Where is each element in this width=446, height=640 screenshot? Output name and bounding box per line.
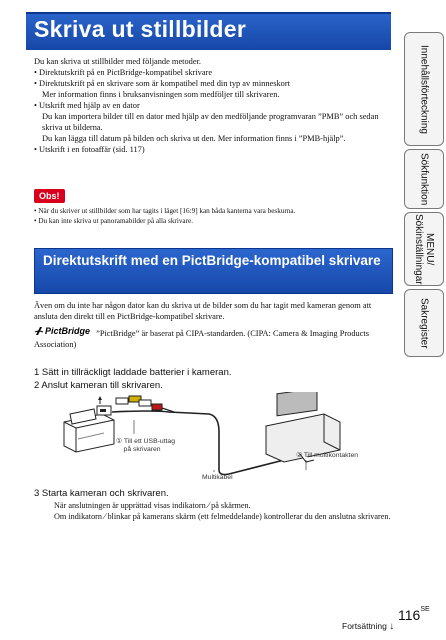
intro-block bbox=[34, 56, 394, 155]
title-bar bbox=[26, 12, 391, 50]
note-1: • När du skriver ut stillbilder som har tagits i läget [16:9] kan båda kanterna vara beskurna. bbox=[34, 207, 296, 215]
continuation-link[interactable] bbox=[342, 621, 394, 632]
step-3: 3 Starta kameran och skrivaren. bbox=[34, 488, 169, 499]
page-number bbox=[398, 607, 430, 623]
tab-menu-settings[interactable] bbox=[404, 212, 444, 286]
tab-contents[interactable] bbox=[404, 32, 444, 146]
tab-contents-label: Innehållsförteckning bbox=[418, 44, 430, 134]
section-paragraph: Även om du inte har någon dator kan du skriva ut de bilder som du har tagit med kameran genom att ansluta den direkt till en PictBridge-kompatibel skrivare. bbox=[34, 301, 372, 321]
pictbridge-blink-icon: ⁄ bbox=[104, 512, 106, 521]
continuation-label: Fortsättning bbox=[342, 621, 387, 631]
bullet-3-detail-1: Du kan importera bilder till en dator med hjälp av den medföljande programvaran ”PMB” och sedan skriva ut bilderna. bbox=[42, 112, 379, 132]
label-usb-port: ① Till ett USB-uttag på skrivaren bbox=[116, 438, 175, 453]
tab-menu-settings-label: MENU/ Sökinställningar bbox=[413, 213, 435, 285]
intro-text: Du kan skriva ut stillbilder med följande metoder. bbox=[34, 57, 201, 66]
pictbridge-logo-text: PictBridge bbox=[45, 326, 91, 336]
tab-index-label: Sakregister bbox=[418, 297, 430, 349]
av-plugs bbox=[116, 396, 162, 410]
pictbridge-icon bbox=[34, 326, 44, 336]
note-2: • Du kan inte skriva ut panoramabilder på alla skrivare. bbox=[34, 217, 193, 225]
bullet-1: • Direktutskrift på en PictBridge-kompatibel skrivare bbox=[34, 68, 213, 77]
bullet-3-detail-2: Du kan lägga till datum på bilden och skriva ut den. Mer information finns i ”PMB-hjälp”. bbox=[42, 134, 346, 143]
obs-badge: Obs! bbox=[34, 189, 65, 203]
usb-plug bbox=[97, 396, 111, 415]
step-3-text-a: När anslutningen är upprättad visas indikatorn bbox=[54, 501, 206, 510]
step-3-line-2 bbox=[54, 511, 394, 522]
diagram-art bbox=[34, 392, 394, 482]
bullet-2-detail: Mer information finns i bruksanvisningen som medföljer till skrivaren. bbox=[42, 90, 280, 99]
page-title: Skriva ut stillbilder bbox=[34, 16, 247, 42]
side-tabs bbox=[404, 0, 446, 640]
step-1: 1 Sätt in tillräckligt laddade batterier i kameran. bbox=[34, 367, 232, 378]
notes-block bbox=[34, 206, 394, 226]
bullet-2: • Direktutskrift på en skrivare som är kompatibel med din typ av minneskort bbox=[34, 79, 290, 88]
page-suffix: SE bbox=[420, 606, 430, 613]
connection-diagram bbox=[34, 392, 394, 482]
pictbridge-note-block bbox=[34, 326, 394, 350]
pictbridge-indicator-icon: ⁄ bbox=[207, 501, 210, 510]
pictbridge-note: ”PictBridge” är baserat på CIPA-standarden. (CIPA: Camera & Imaging Products Association) bbox=[34, 329, 370, 349]
tab-search-label: Sökfunktion bbox=[418, 152, 430, 206]
pictbridge-logo bbox=[34, 326, 90, 336]
label-multi-connector: ② Till multikontakten bbox=[296, 452, 359, 459]
bullet-3: • Utskrift med hjälp av en dator bbox=[34, 101, 140, 110]
step-3-text-b: på skärmen. bbox=[211, 501, 251, 510]
section-title: Direktutskrift med en PictBridge-kompatibel skrivare bbox=[43, 253, 381, 268]
step-3-text-d: blinkar på kamerans skärm (ett felmeddelande) kontrollerar du den anslutna skrivaren. bbox=[107, 512, 391, 521]
step-3-line-1 bbox=[54, 500, 394, 511]
bullet-4-link[interactable]: • Utskrift i en fotoaffär (sid. 117) bbox=[34, 145, 145, 154]
step-2: 2 Anslut kameran till skrivaren. bbox=[34, 380, 163, 391]
page-number-value: 116 bbox=[398, 607, 421, 623]
arrow-down-icon: ↓ bbox=[389, 621, 395, 632]
step-3-body bbox=[54, 500, 394, 522]
tab-index[interactable] bbox=[404, 289, 444, 357]
label-cable: Multikabel bbox=[202, 474, 233, 481]
tab-search[interactable] bbox=[404, 149, 444, 209]
section-header bbox=[34, 248, 393, 294]
step-3-text-c: Om indikatorn bbox=[54, 512, 102, 521]
